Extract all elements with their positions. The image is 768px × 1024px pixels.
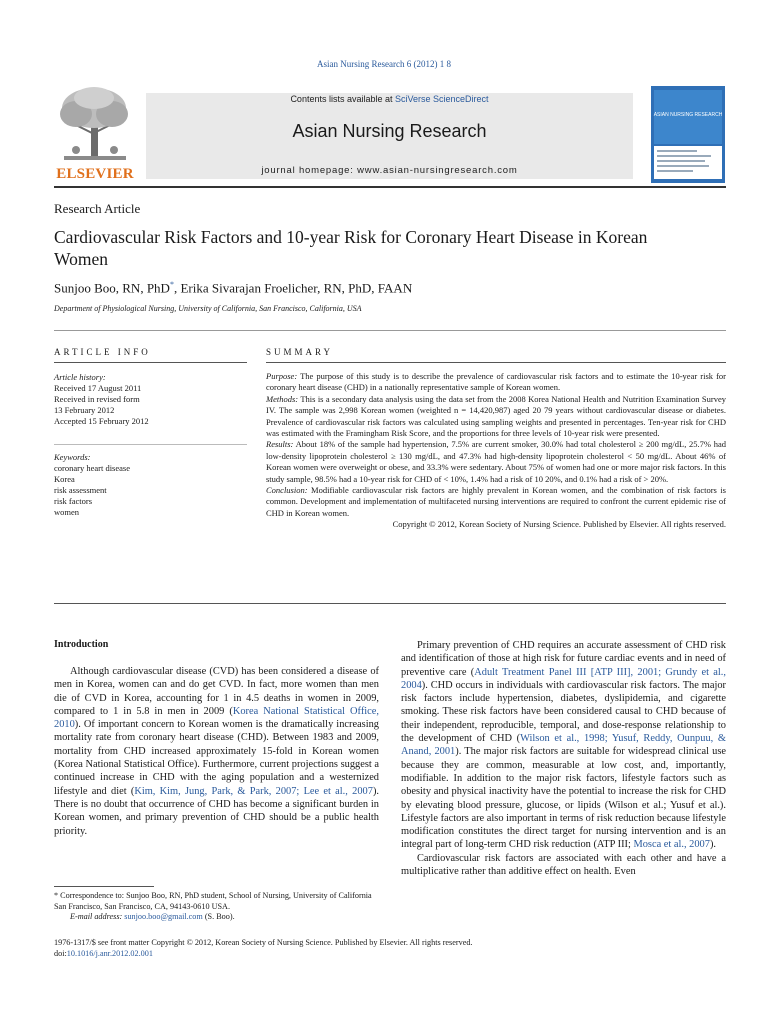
email-link[interactable]: sunjoo.boo@gmail.com	[124, 912, 203, 922]
issn-doi-block	[54, 937, 472, 959]
citation-link[interactable]: Mosca et al., 2007	[633, 839, 710, 851]
footnote-text: * Correspondence to: Sunjoo Boo, RN, PhD student, School of Nursing, University of California San Francisco, San Francisco, CA, 94143-0610 USA.	[54, 891, 372, 911]
author-name: Sunjoo Boo, RN, PhD	[54, 280, 170, 296]
author-name: Erika Sivarajan Froelicher, RN, PhD, FAAN	[180, 280, 413, 296]
section-heading-introduction: Introduction	[54, 639, 109, 650]
issn-line: 1976-1317/$ see front matter Copyright © 2012, Korean Society of Nursing Science. Published by Elsevier. All rights reserved.	[54, 938, 473, 947]
homepage-url[interactable]: www.asian-nursingresearch.com	[357, 165, 518, 176]
abstract-conclusion: Conclusion: Modifiable cardiovascular risk factors are highly prevalent in Korean women, and the combination of risk factors is common. Development and implementation of multifaceted nursing interventions are required to confront the current epidemic rise of CHD in Korean women.	[266, 485, 726, 518]
body-text: Primary prevention of CHD requires an accurate assessment of CHD risk and identification of those at high risk for future cardiac events and in need of preventive care (	[401, 640, 726, 678]
body-left-column	[54, 665, 379, 838]
body-paragraph: Cardiovascular risk factors are associated with each other and have a multiplicative rather than additive effect on health. Even	[401, 852, 726, 878]
keywords-block	[54, 452, 247, 518]
sciencedirect-link[interactable]: SciVerse ScienceDirect	[395, 94, 489, 104]
keywords-rule	[54, 444, 247, 445]
keyword-item: women	[54, 507, 80, 517]
contents-available-line: Contents lists available at SciVerse ScienceDirect	[290, 94, 489, 104]
body-text: ). CHD occurs in individuals with cardiovascular risk factors. The major risk factors include hypertension, diabetes, dyslipidemia, and cigarette smoking. These risk factors have been considered causal to CHD because of their independent, reproducible, temporal, and dose-response relationship to the development of CHD (	[401, 679, 726, 745]
abstract-results: Results: About 18% of the sample had hypertension, 7.5% are current smoker, 30.0% had total cholesterol ≥ 200 mg/dL, 25.7% had low-density lipoprotein cholesterol ≥ 130 mg/dL, and 47.3% had high-density lipoprotein cholesterol < 50 mg/dL. About 46% of Korean women were overweight or obese, and 33.3% were sedentary. About 75% of women had one or more major risk factors. In this study sample, 98.5% had a 10-year risk for CHD of < 10%, 1.4% had a risk of 10 20%, and 0.1% had a risk of > 20%.	[266, 439, 726, 484]
keyword-item: risk factors	[54, 496, 93, 506]
article-type: Research Article	[54, 201, 141, 216]
journal-header	[146, 93, 633, 179]
article-info-rule	[54, 362, 247, 363]
body-text: ).	[709, 839, 717, 851]
doi-link[interactable]: 10.1016/j.anr.2012.02.001	[66, 949, 153, 958]
affiliation: Department of Physiological Nursing, University of California, San Francisco, California, USA	[54, 304, 362, 313]
footnote-email-line: E-mail address: sunjoo.boo@gmail.com (S. Boo).	[70, 912, 235, 922]
journal-citation[interactable]: Asian Nursing Research 6 (2012) 1 8	[317, 59, 451, 69]
history-label: Article history:	[54, 372, 106, 382]
keyword-item: coronary heart disease	[54, 463, 130, 473]
citation-link[interactable]: Adult Treatment Panel III [ATP III], 2001; Grundy et al., 2004	[401, 666, 726, 691]
elsevier-wordmark: ELSEVIER	[56, 166, 134, 182]
elsevier-tree-icon	[54, 84, 136, 164]
doi-line: doi:10.1016/j.anr.2012.02.001	[54, 949, 153, 958]
abstract-purpose: Purpose: The purpose of this study is to describe the prevalence of cardiovascular risk factors and to estimate the 10-year risk for coronary heart disease (CHD) in a nationally representative sample of Korean women.	[266, 371, 726, 393]
citation-link[interactable]: Korea National Statistical Office, 2010	[54, 705, 379, 731]
article-history	[54, 372, 247, 427]
keywords-label: Keywords:	[54, 452, 91, 462]
citation-link[interactable]: Wilson et al., 1998; Yusuf, Reddy, Ounpuu, & Anand, 2001	[401, 733, 726, 758]
body-paragraph	[401, 639, 726, 852]
history-item: 13 February 2012	[54, 405, 115, 415]
summary-rule	[266, 362, 726, 363]
author-list: Sunjoo Boo, RN, PhD*, Erika Sivarajan Froelicher, RN, PhD, FAAN	[54, 280, 413, 296]
body-text: Although cardiovascular disease (CVD) has been considered a disease of men in Korea, women can and do get CVD. In fact, more women than men die of CVD in Korea, accounting for 1 in 4.5 deaths in women in 2009, compared to 1 in 5.8 in men in 2009 (	[54, 666, 379, 717]
body-text: ). Of important concern to Korean women is the dramatically increasing mortality rate from coronary heart disease (CHD). Between 1983 and 2009, mortality from CHD increased approximately 15-fold in Korean women (Korea National Statistical Office). Furthermore, current projections suggest a continued increase in CHD with the aging population and a westernized lifestyle and diet (	[54, 719, 379, 797]
body-paragraph	[54, 665, 379, 838]
keyword-item: risk assessment	[54, 485, 107, 495]
history-item: Accepted 15 February 2012	[54, 416, 149, 426]
body-right-column	[401, 639, 726, 878]
meta-rule	[54, 330, 726, 331]
body-text: ). The major risk factors are suitable for widespread clinical use because they are common, measurable at low cost, and, importantly, modifiable. In addition to the major risk factors, lifestyle factors such as obesity and physical inactivity have the potential to increase the risk for CHD by elevating blood pressure, glucose, or lipids (Wilson et al.; Yusuf et al.). Lifestyle factors are also important in terms of risk reduction because lifestyle modification constitutes the direct target for nursing intervention and is an integral part of long-term CHD risk reduction (ATP III;	[401, 746, 726, 851]
summary-heading: SUMMARY	[266, 347, 334, 357]
journal-homepage: journal homepage: www.asian-nursingresearch.com	[261, 165, 518, 176]
citation-link[interactable]: Kim, Kim, Jung, Park, & Park, 2007; Lee et al., 2007	[134, 785, 373, 797]
correspondence-footnote	[54, 891, 379, 923]
abstract-copyright: Copyright © 2012, Korean Society of Nursing Science. Published by Elsevier. All rights reserved.	[392, 519, 726, 530]
article-title: Cardiovascular Risk Factors and 10-year Risk for Coronary Heart Disease in Korean Women	[54, 227, 648, 269]
elsevier-logo	[54, 84, 136, 184]
abstract	[266, 371, 726, 531]
footnote-rule	[54, 886, 154, 887]
journal-title: Asian Nursing Research	[292, 121, 487, 141]
history-item: Received in revised form	[54, 394, 140, 404]
journal-cover-image	[651, 86, 725, 183]
correspondence-mark[interactable]: *	[169, 280, 174, 289]
body-text: ). There is no doubt that occurrence of CHD has become a significant burden in Korean women, and primary prevention of CHD should be a public health priority.	[54, 785, 379, 837]
abstract-methods: Methods: This is a secondary data analysis using the data set from the 2008 Korea National Health and Nutrition Examination Survey IV. The sample was 2,998 Korean women (weighted n = 14,420,987) aged 20 79 years without cardiovascular disease or diabetes. Prevalence of cardiovascular risk factors was calculated using sampling weights and presented in percentages. Ten-year risk for CHD was estimated with the Framingham Risk Score, and the proportions for three levels of 10-year risk were presented.	[266, 393, 726, 439]
keyword-item: Korea	[54, 474, 75, 484]
history-item: Received 17 August 2011	[54, 383, 142, 393]
cover-title: ASIAN NURSING RESEARCH	[653, 112, 723, 118]
article-info-heading: ARTICLE INFO	[54, 347, 151, 357]
header-rule	[54, 186, 726, 188]
summary-bottom-rule	[54, 603, 726, 604]
